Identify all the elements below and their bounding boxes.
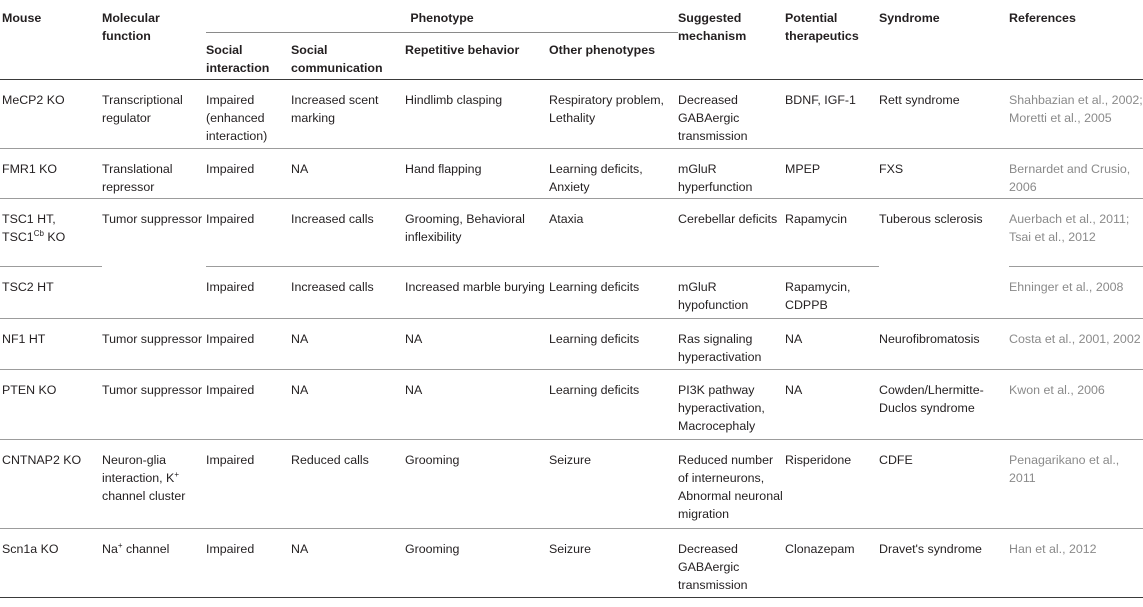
cell-social-interaction: Impaired [206, 199, 291, 267]
cell-social-interaction: Impaired [206, 267, 291, 319]
header-phenotype: Phenotype [206, 0, 678, 33]
table-row-mecp2 [0, 80, 1143, 149]
cell-function: Translational repressor [102, 149, 206, 199]
cell-social-communication: Reduced calls [291, 440, 405, 529]
cell-references: Auerbach et al., 2011; Tsai et al., 2012 [1009, 199, 1143, 267]
cell-therapeutics: Rapamycin, CDPPB [785, 267, 879, 319]
cell-therapeutics: NA [785, 370, 879, 440]
cell-references: Bernardet and Crusio, 2006 [1009, 149, 1143, 199]
cell-social-interaction: Impaired (enhanced interaction) [206, 80, 291, 149]
function-text: channel cluster [102, 489, 186, 503]
cell-references: Han et al., 2012 [1009, 529, 1143, 598]
cell-repetitive: Increased marble burying [405, 267, 549, 319]
cell-mechanism: mGluR hypofunction [678, 267, 785, 319]
cell-function: Tumor suppressor [102, 370, 206, 440]
cell-mechanism: Cerebellar deficits [678, 199, 785, 267]
header-references: References [1009, 0, 1143, 80]
superscript: + [174, 470, 179, 479]
cell-therapeutics: Clonazepam [785, 529, 879, 598]
cell-repetitive: Hindlimb clasping [405, 80, 549, 149]
cell-mouse: TSC2 HT [0, 267, 102, 319]
mouse-text: TSC1 [2, 230, 34, 244]
cell-other: Seizure [549, 529, 678, 598]
cell-social-interaction: Impaired [206, 440, 291, 529]
cell-therapeutics: Risperidone [785, 440, 879, 529]
cell-function [102, 529, 206, 598]
cell-mouse: FMR1 KO [0, 149, 102, 199]
cell-references: Ehninger et al., 2008 [1009, 267, 1143, 319]
cell-mechanism: PI3K pathway hyperactivation, Macrocephaly [678, 370, 785, 440]
cell-mechanism: Decreased GABAergic transmission [678, 529, 785, 598]
cell-therapeutics: Rapamycin [785, 199, 879, 267]
cell-mouse: Scn1a KO [0, 529, 102, 598]
header-syndrome: Syndrome [879, 0, 1009, 80]
superscript: Cb [33, 229, 44, 238]
cell-references: Shahbazian et al., 2002; Moretti et al., 2005 [1009, 80, 1143, 149]
cell-mechanism: Ras signaling hyperactivation [678, 319, 785, 370]
cell-therapeutics: MPEP [785, 149, 879, 199]
cell-therapeutics: BDNF, IGF-1 [785, 80, 879, 149]
superscript: + [117, 541, 123, 550]
cell-other: Seizure [549, 440, 678, 529]
cell-social-interaction: Impaired [206, 529, 291, 598]
cell-repetitive: NA [405, 370, 549, 440]
table-row-tsc1 [0, 199, 1143, 267]
cell-mechanism: mGluR hyperfunction [678, 149, 785, 199]
function-text: channel [122, 542, 170, 556]
cell-mouse: CNTNAP2 KO [0, 440, 102, 529]
cell-mouse: MeCP2 KO [0, 80, 102, 149]
header-suggested-mechanism: Suggested mechanism [678, 0, 785, 80]
cell-therapeutics: NA [785, 319, 879, 370]
cell-references: Kwon et al., 2006 [1009, 370, 1143, 440]
cell-mouse: NF1 HT [0, 319, 102, 370]
cell-mechanism: Reduced number of interneurons, Abnormal neuronal migration [678, 440, 785, 529]
cell-social-communication: NA [291, 319, 405, 370]
cell-references: Penagarikano et al., 2011 [1009, 440, 1143, 529]
header-mouse: Mouse [0, 0, 102, 80]
cell-other: Respiratory problem, Lethality [549, 80, 678, 149]
header-potential-therapeutics: Potential therapeutics [785, 0, 879, 80]
cell-function: Tumor suppressor [102, 199, 206, 319]
cell-repetitive: Grooming [405, 440, 549, 529]
cell-social-communication: Increased calls [291, 267, 405, 319]
cell-function: Transcriptional regulator [102, 80, 206, 149]
cell-repetitive: Grooming, Behavioral inflexibility [405, 199, 549, 267]
function-text: Na [102, 542, 118, 556]
cell-social-interaction: Impaired [206, 149, 291, 199]
header-social-communication: Social communication [291, 33, 405, 80]
cell-syndrome: Dravet's syndrome [879, 529, 1009, 598]
cell-other: Learning deficits, Anxiety [549, 149, 678, 199]
cell-repetitive: Grooming [405, 529, 549, 598]
cell-social-communication: NA [291, 370, 405, 440]
cell-syndrome: FXS [879, 149, 1009, 199]
mouse-text: TSC1 HT, [2, 212, 56, 226]
cell-syndrome: Neurofibromatosis [879, 319, 1009, 370]
cell-other: Ataxia [549, 199, 678, 267]
header-social-interaction: Social interaction [206, 33, 291, 80]
header-other-phenotypes: Other phenotypes [549, 33, 678, 80]
cell-mouse: PTEN KO [0, 370, 102, 440]
cell-social-communication: Increased calls [291, 199, 405, 267]
cell-syndrome: CDFE [879, 440, 1009, 529]
cell-syndrome: Tuberous sclerosis [879, 199, 1009, 319]
cell-social-communication: NA [291, 149, 405, 199]
cell-function [102, 440, 206, 529]
table-row-cntnap2 [0, 440, 1143, 529]
cell-repetitive: NA [405, 319, 549, 370]
cell-social-communication: Increased scent marking [291, 80, 405, 149]
mouse-text: KO [43, 230, 66, 244]
cell-syndrome: Cowden/Lhermitte-Duclos syndrome [879, 370, 1009, 440]
table-header [0, 0, 1143, 80]
cell-other: Learning deficits [549, 267, 678, 319]
cell-mechanism: Decreased GABAergic transmission [678, 80, 785, 149]
cell-references: Costa et al., 2001, 2002 [1009, 319, 1143, 370]
table-row-fmr1 [0, 149, 1143, 199]
cell-other: Learning deficits [549, 319, 678, 370]
cell-social-interaction: Impaired [206, 370, 291, 440]
cell-social-interaction: Impaired [206, 319, 291, 370]
table-row-scn1a [0, 529, 1143, 598]
function-text: Neuron-glia interaction, K [102, 453, 175, 485]
cell-repetitive: Hand flapping [405, 149, 549, 199]
header-molecular-function: Molecular function [102, 0, 206, 80]
cell-mouse [0, 199, 102, 267]
table-row-pten [0, 370, 1143, 440]
cell-social-communication: NA [291, 529, 405, 598]
header-repetitive-behavior: Repetitive behavior [405, 33, 549, 80]
cell-syndrome: Rett syndrome [879, 80, 1009, 149]
cell-other: Learning deficits [549, 370, 678, 440]
table-row-nf1 [0, 319, 1143, 370]
cell-function: Tumor suppressor [102, 319, 206, 370]
